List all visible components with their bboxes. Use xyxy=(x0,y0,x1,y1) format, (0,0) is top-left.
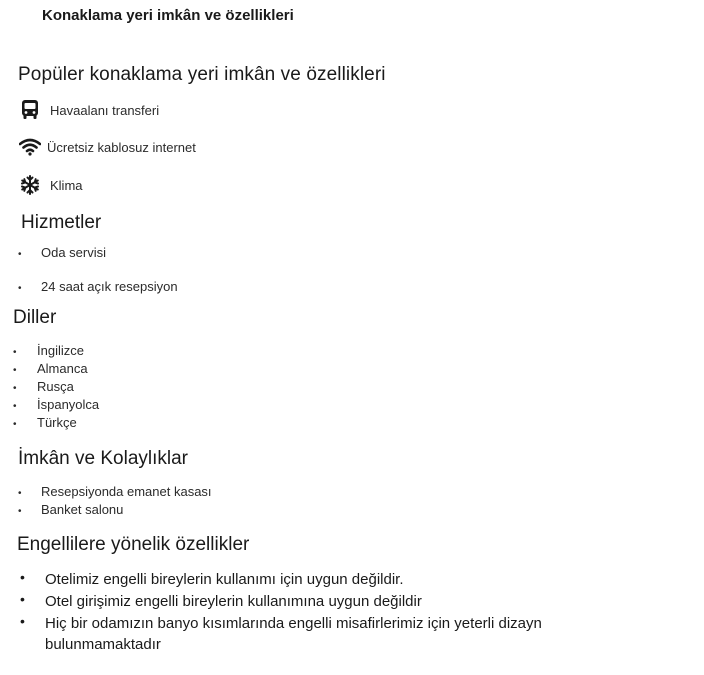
bullet-glyph: • xyxy=(13,419,17,430)
list-item xyxy=(20,569,545,590)
list-item xyxy=(13,343,84,358)
accessibility-item-label: Otelimiz engelli bireylerin kullanımı için uygun değildir. xyxy=(45,571,404,588)
accessibility-item-label: Otel girişimiz engelli bireylerin kullanımına uygun değildir xyxy=(45,593,422,610)
language-item-label: İspanyolca xyxy=(37,397,100,412)
amenity-free-wifi xyxy=(18,134,196,160)
page-title: Konaklama yeri imkân ve özellikleri xyxy=(42,7,294,24)
bullet-glyph: • xyxy=(18,249,22,260)
accessibility-heading: Engellilere yönelik özellikler xyxy=(17,534,250,555)
list-item xyxy=(13,415,77,430)
list-item xyxy=(18,484,212,499)
amenity-airport-transfer xyxy=(18,97,159,123)
wifi-icon xyxy=(18,135,42,159)
list-item xyxy=(20,591,545,612)
list-item xyxy=(13,397,99,412)
bullet-glyph: • xyxy=(13,347,17,358)
amenity-air-conditioning xyxy=(18,172,83,198)
facility-item-label: Banket salonu xyxy=(41,502,124,517)
bullet-glyph: • xyxy=(18,283,22,294)
list-item xyxy=(20,613,545,655)
bullet-glyph: • xyxy=(18,488,22,499)
service-item-label: 24 saat açık resepsiyon xyxy=(41,279,178,294)
language-item-label: Almanca xyxy=(37,361,88,376)
list-item xyxy=(13,361,88,376)
bullet-glyph: • xyxy=(20,569,25,585)
service-item-label: Oda servisi xyxy=(41,245,107,260)
bullet-glyph: • xyxy=(18,506,22,517)
popular-amenities-heading: Popüler konaklama yeri imkân ve özellikleri xyxy=(18,64,386,85)
bullet-glyph: • xyxy=(13,401,17,412)
bullet-glyph: • xyxy=(13,365,17,376)
amenity-label: Ücretsiz kablosuz internet xyxy=(47,139,196,155)
facilities-heading: İmkân ve Kolaylıklar xyxy=(18,448,189,469)
language-item-label: Türkçe xyxy=(37,415,77,430)
snowflake-icon xyxy=(18,173,42,197)
language-item-label: İngilizce xyxy=(37,343,84,358)
list-item xyxy=(13,379,74,394)
list-item xyxy=(18,502,123,517)
bullet-glyph: • xyxy=(20,613,25,629)
list-item xyxy=(18,279,178,294)
amenity-label: Havaalanı transferi xyxy=(50,102,160,118)
facility-item-label: Resepsiyonda emanet kasası xyxy=(41,484,212,499)
languages-heading: Diller xyxy=(13,307,57,328)
bus-icon xyxy=(18,98,42,122)
services-heading: Hizmetler xyxy=(21,212,102,233)
list-item xyxy=(18,245,106,260)
amenity-label: Klima xyxy=(50,177,83,193)
accessibility-item-label: Hiç bir odamızın banyo kısımlarında engelli misafirlerimiz için yeterli dizayn bulunmamaktadır xyxy=(45,615,542,653)
language-item-label: Rusça xyxy=(37,379,74,394)
bullet-glyph: • xyxy=(13,383,17,394)
bullet-glyph: • xyxy=(20,591,25,607)
